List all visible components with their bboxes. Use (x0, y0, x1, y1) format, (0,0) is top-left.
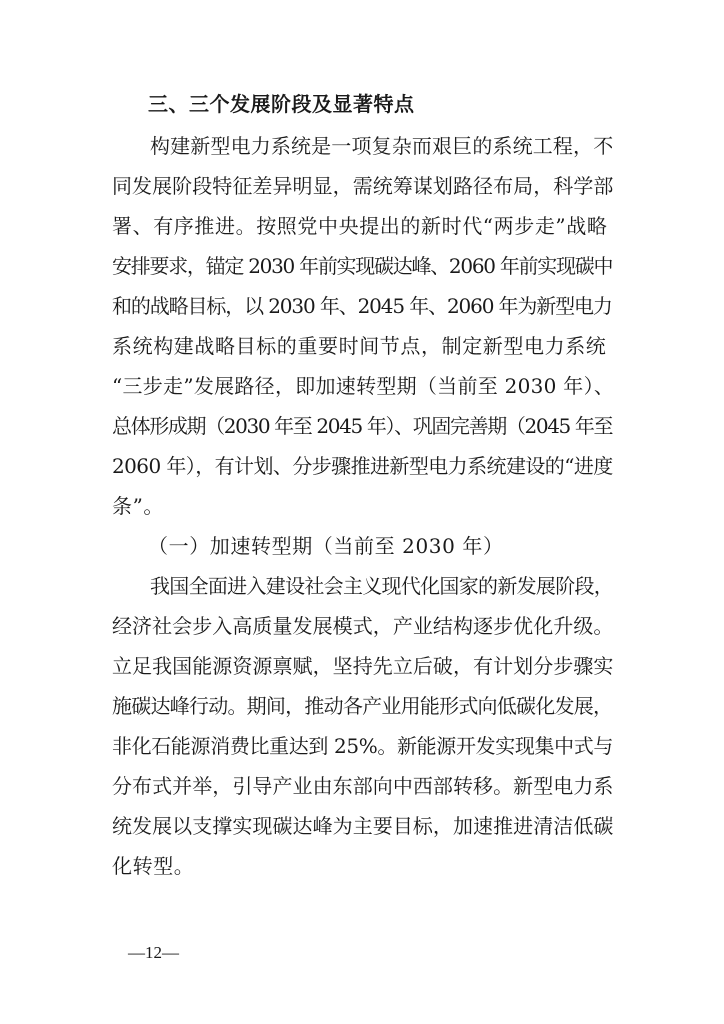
paragraph-line: 我国全面进入建设社会主义现代化国家的新发展阶段， (150, 574, 614, 598)
paragraph-line: 化转型。 (112, 854, 195, 878)
paragraph-line: 分布式并举，引导产业由东部向中西部转移。新型电力系 (112, 774, 614, 798)
page-number: —12— (128, 943, 179, 962)
paragraph-line: 安排要求，锚定 2030 年前实现碳达峰、2060 年前实现碳中 (112, 254, 613, 278)
paragraph-line: “三步走”发展路径，即加速转型期（当前至 2030 年）、 (112, 374, 615, 398)
paragraph-line: 系统构建战略目标的重要时间节点，制定新型电力系统 (112, 334, 607, 358)
section-heading: 三、三个发展阶段及显著特点 (148, 92, 415, 116)
paragraph-line: 总体形成期（2030 年至 2045 年）、巩固完善期（2045 年至 (112, 414, 613, 438)
paragraph-line: 经济社会步入高质量发展模式，产业结构逐步优化升级。 (112, 614, 614, 638)
paragraph-line: 2060 年），有计划、分步骤推进新型电力系统建设的“进度 (112, 454, 613, 478)
paragraph-line: 非化石能源消费比重达到 25%。新能源开发实现集中式与 (112, 734, 614, 758)
paragraph-line: 同发展阶段特征差异明显，需统筹谋划路径布局，科学部 (112, 174, 614, 198)
paragraph-line: 统发展以支撑实现碳达峰为主要目标，加速推进清洁低碳 (112, 814, 614, 838)
subsection-heading: （一）加速转型期（当前至 2030 年） (148, 534, 504, 558)
paragraph-line: 立足我国能源资源禀赋，坚持先立后破，有计划分步骤实 (112, 654, 614, 678)
paragraph-line: 署、有序推进。按照党中央提出的新时代“两步走”战略 (112, 214, 608, 238)
paragraph-line: 和的战略目标，以 2030 年、2045 年、2060 年为新型电力 (112, 294, 612, 318)
paragraph-line: 构建新型电力系统是一项复杂而艰巨的系统工程，不 (150, 134, 614, 158)
paragraph-line: 施碳达峰行动。期间，推动各产业用能形式向低碳化发展， (112, 694, 613, 718)
paragraph-line: 条”。 (112, 494, 165, 518)
